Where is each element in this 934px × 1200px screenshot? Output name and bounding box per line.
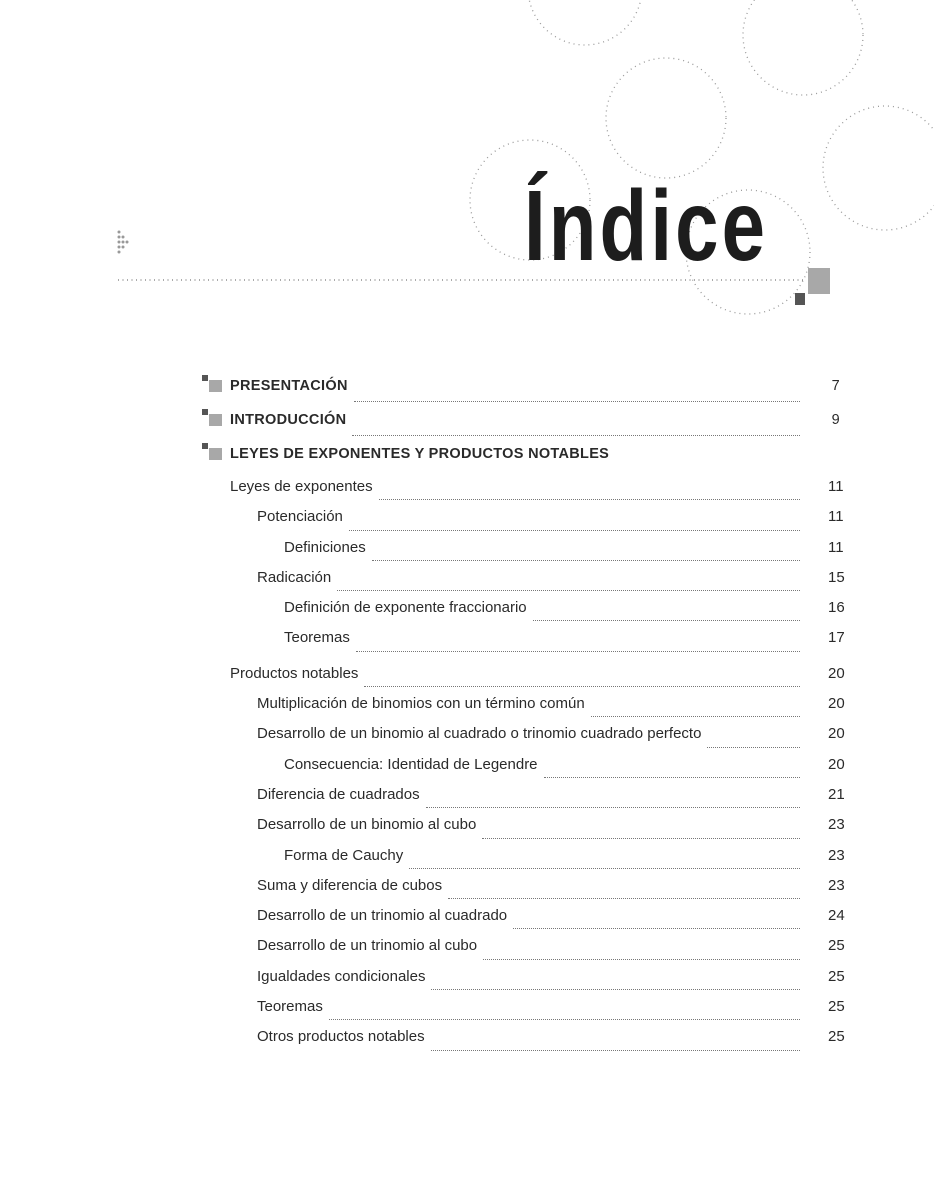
toc-entry-title: Productos notables <box>230 664 359 682</box>
toc-entry-title: Definición de exponente fraccionario <box>284 599 527 617</box>
dot-leader <box>329 1018 800 1020</box>
toc-page-number: 20 <box>828 664 845 682</box>
toc-entry-title: Radicación <box>257 568 332 586</box>
toc-page-number: 16 <box>828 599 845 617</box>
toc-page-number: 24 <box>828 907 845 925</box>
toc-entry-title: Suma y diferencia de cubos <box>257 876 443 894</box>
toc-page-number: 23 <box>828 846 845 864</box>
toc-entry[interactable] <box>200 876 845 907</box>
page-title: Índice <box>524 170 769 282</box>
toc-entry[interactable] <box>200 785 845 816</box>
toc-page-number: 25 <box>828 937 845 955</box>
dot-leader <box>482 837 800 839</box>
toc-entry[interactable] <box>200 410 840 444</box>
toc-page-number: 21 <box>828 785 845 803</box>
toc-entry[interactable] <box>200 478 844 508</box>
toc-entry[interactable] <box>200 444 840 478</box>
toc-entry-title: Forma de Cauchy <box>284 846 404 864</box>
arrow-dots-icon <box>118 231 129 254</box>
toc-entry[interactable] <box>200 376 840 410</box>
toc-entry[interactable] <box>200 629 845 659</box>
toc-entry[interactable] <box>200 538 844 569</box>
toc-entry-title: Igualdades condicionales <box>257 967 426 985</box>
dot-leader <box>352 434 800 436</box>
toc-page-number: 7 <box>831 378 840 394</box>
toc-entry[interactable] <box>200 907 845 937</box>
toc-page-number: 9 <box>831 412 840 428</box>
square-bullet-icon <box>200 444 230 458</box>
toc-entry-title: Definiciones <box>284 538 366 556</box>
dot-leader <box>372 559 800 561</box>
dot-leader <box>409 867 800 869</box>
dot-leader <box>431 1049 800 1051</box>
dot-leader <box>431 988 800 990</box>
toc-entry-title: Desarrollo de un trinomio al cubo <box>257 937 478 955</box>
dot-leader <box>544 776 800 778</box>
toc-entry-title: Leyes de exponentes <box>230 478 373 495</box>
toc-entry[interactable] <box>200 937 845 967</box>
square-bullet-icon <box>200 376 230 390</box>
toc-page-number: 17 <box>828 629 845 647</box>
toc-page-number: 23 <box>828 876 845 894</box>
toc-entry[interactable] <box>200 967 845 998</box>
toc-entry[interactable] <box>200 695 845 725</box>
toc-entry[interactable] <box>200 755 845 786</box>
toc-entry[interactable] <box>200 816 845 846</box>
toc-entry-title: Otros productos notables <box>257 1028 425 1046</box>
toc-entry-title: Desarrollo de un binomio al cuadrado o trinomio cuadrado perfecto <box>257 725 702 743</box>
dot-leader <box>379 498 800 500</box>
toc-page-number: 11 <box>828 538 844 556</box>
decorative-circles <box>0 0 934 320</box>
toc-page-number: 25 <box>828 1028 845 1046</box>
dot-leader <box>483 958 800 960</box>
toc-entry-title: INTRODUCCIÓN <box>230 412 347 428</box>
dot-leader <box>591 715 800 717</box>
table-of-contents <box>200 376 845 1059</box>
toc-entry-title: Multiplicación de binomios con un término común <box>257 695 585 713</box>
toc-entry[interactable] <box>200 508 844 538</box>
toc-entry-title: Desarrollo de un binomio al cubo <box>257 816 477 834</box>
toc-entry-title: Potenciación <box>257 508 343 526</box>
toc-entry[interactable] <box>200 664 845 695</box>
toc-page-number: 11 <box>828 478 844 495</box>
toc-entry-title: Diferencia de cuadrados <box>257 785 420 803</box>
toc-page-number: 25 <box>828 967 845 985</box>
toc-page-number: 25 <box>828 998 845 1016</box>
dot-leader <box>426 806 800 808</box>
dot-leader <box>707 746 800 748</box>
dot-leader <box>513 927 800 929</box>
dot-leader <box>349 529 800 531</box>
toc-entry-title: Desarrollo de un trinomio al cuadrado <box>257 907 508 925</box>
toc-entry-title: PRESENTACIÓN <box>230 378 348 394</box>
toc-page-number: 23 <box>828 816 845 834</box>
toc-entry[interactable] <box>200 998 845 1028</box>
toc-page-number: 11 <box>828 508 844 526</box>
toc-entry[interactable] <box>200 599 845 629</box>
dot-leader <box>364 685 800 687</box>
toc-entry-title: Consecuencia: Identidad de Legendre <box>284 755 538 773</box>
toc-page-number: 20 <box>828 755 845 773</box>
dot-leader <box>533 619 800 621</box>
dot-leader <box>448 897 800 899</box>
toc-entry[interactable] <box>200 1028 845 1058</box>
square-bullet-icon <box>200 410 230 424</box>
toc-entry-title: LEYES DE EXPONENTES Y PRODUCTOS NOTABLES <box>230 446 610 462</box>
toc-entry[interactable] <box>200 568 845 599</box>
toc-page-number: 15 <box>828 568 845 586</box>
dot-leader <box>354 400 800 402</box>
dot-leader <box>337 589 800 591</box>
toc-entry[interactable] <box>200 846 845 877</box>
toc-entry-title: Teoremas <box>257 998 323 1016</box>
toc-page-number: 20 <box>828 695 845 713</box>
toc-page-number: 20 <box>828 725 845 743</box>
toc-entry-title: Teoremas <box>284 629 350 647</box>
toc-entry[interactable] <box>200 725 845 755</box>
dot-leader <box>356 650 800 652</box>
